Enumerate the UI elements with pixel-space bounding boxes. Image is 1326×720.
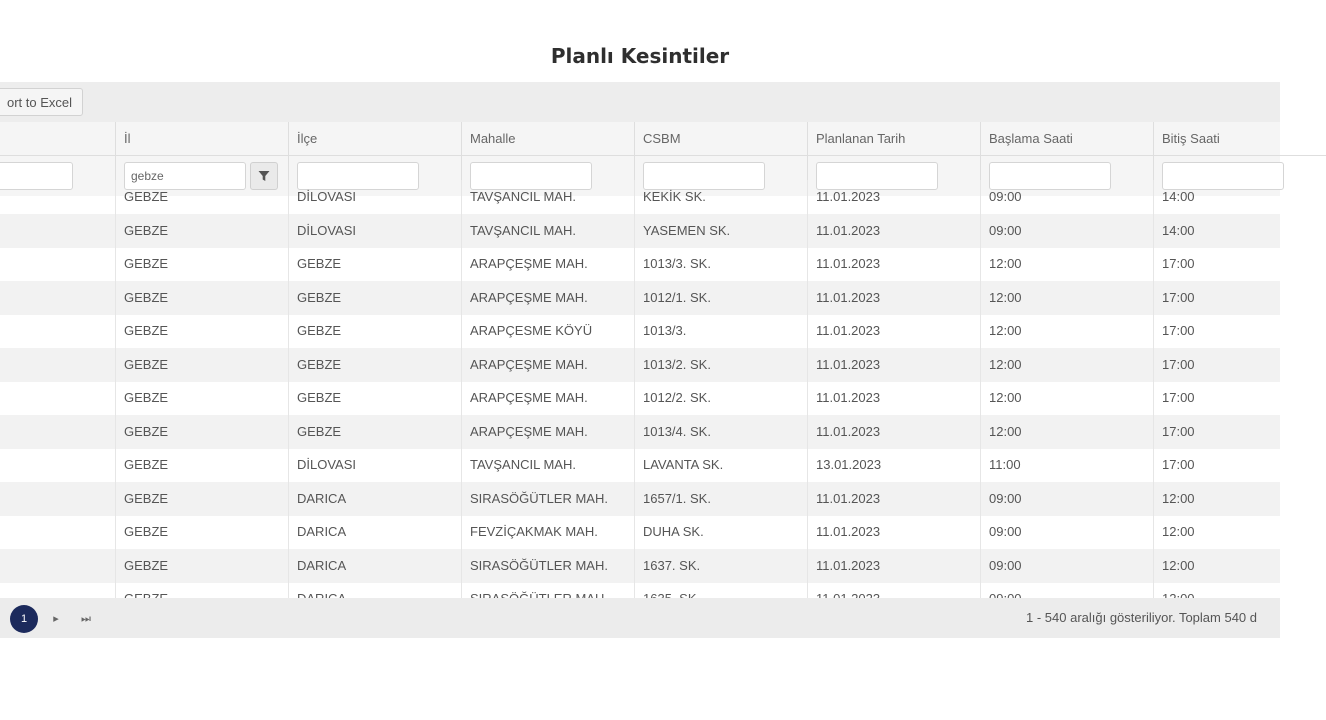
cell-il: GEBZE <box>115 314 288 348</box>
cell-csbm: 1013/4. SK. <box>634 415 807 449</box>
cell-il: GEBZE <box>115 549 288 583</box>
cell-baslama-saati: 09:00 <box>980 214 1153 248</box>
table-row[interactable] <box>0 180 1280 214</box>
cell-baslama-saati: 09:00 <box>980 180 1153 214</box>
cell-planlanan-tarih: 11.01.2023 <box>807 381 980 415</box>
cell-planlanan-tarih: 11.01.2023 <box>807 348 980 382</box>
column-header-csbm[interactable]: CSBM <box>634 122 807 156</box>
cell-baslama-saati: 12:00 <box>980 281 1153 315</box>
cell-baslama-saati: 11:00 <box>980 448 1153 482</box>
cell-a <box>0 314 115 348</box>
cell-a <box>0 415 115 449</box>
page-button-1[interactable]: 1 <box>10 605 38 633</box>
cell-csbm: 1013/3. <box>634 314 807 348</box>
next-page-icon[interactable]: ▸ <box>53 613 59 625</box>
data-grid <box>0 82 1280 638</box>
export-to-excel-button[interactable]: ort to Excel <box>0 88 83 116</box>
cell-planlanan-tarih: 11.01.2023 <box>807 180 980 214</box>
cell-il: GEBZE <box>115 348 288 382</box>
cell-csbm: 1012/1. SK. <box>634 281 807 315</box>
table-row[interactable] <box>0 515 1280 549</box>
table-row[interactable] <box>0 448 1280 482</box>
table-row[interactable] <box>0 281 1280 315</box>
cell-ilce: GEBZE <box>288 247 461 281</box>
grid-toolbar <box>0 82 1280 122</box>
cell-mahalle: ARAPÇEŞME MAH. <box>461 281 634 315</box>
cell-ilce: GEBZE <box>288 281 461 315</box>
cell-il: GEBZE <box>115 247 288 281</box>
pager-info: 1 - 540 aralığı gösteriliyor. Toplam 540 d <box>1026 610 1258 625</box>
cell-il: GEBZE <box>115 482 288 516</box>
cell-baslama-saati: 12:00 <box>980 415 1153 449</box>
cell-bitis-saati: 17:00 <box>1153 281 1326 315</box>
cell-baslama-saati: 12:00 <box>980 348 1153 382</box>
cell-baslama-saati: 12:00 <box>980 247 1153 281</box>
cell-mahalle: TAVŞANCIL MAH. <box>461 214 634 248</box>
cell-baslama-saati: 09:00 <box>980 515 1153 549</box>
cell-bitis-saati: 14:00 <box>1153 214 1326 248</box>
cell-bitis-saati: 17:00 <box>1153 415 1326 449</box>
cell-csbm: DUHA SK. <box>634 515 807 549</box>
cell-bitis-saati: 17:00 <box>1153 247 1326 281</box>
cell-planlanan-tarih: 11.01.2023 <box>807 482 980 516</box>
cell-csbm: 1013/3. SK. <box>634 247 807 281</box>
cell-planlanan-tarih: 11.01.2023 <box>807 247 980 281</box>
cell-bitis-saati: 17:00 <box>1153 448 1326 482</box>
cell-csbm: LAVANTA SK. <box>634 448 807 482</box>
column-header-planlanan-tarih[interactable]: Planlanan Tarih <box>807 122 980 156</box>
column-header-bitis-saati[interactable]: Bitiş Saati <box>1153 122 1326 156</box>
cell-mahalle: FEVZİÇAKMAK MAH. <box>461 515 634 549</box>
cell-il: GEBZE <box>115 515 288 549</box>
cell-mahalle: SIRASÖĞÜTLER MAH. <box>461 549 634 583</box>
column-header-il[interactable]: İl <box>115 122 288 156</box>
cell-csbm: 1657/1. SK. <box>634 482 807 516</box>
cell-a <box>0 214 115 248</box>
table-row[interactable] <box>0 314 1280 348</box>
cell-bitis-saati: 12:00 <box>1153 549 1326 583</box>
cell-ilce: DİLOVASI <box>288 180 461 214</box>
cell-bitis-saati: 14:00 <box>1153 180 1326 214</box>
cell-il: GEBZE <box>115 281 288 315</box>
column-header-a[interactable] <box>0 122 115 156</box>
cell-a <box>0 247 115 281</box>
cell-planlanan-tarih: 11.01.2023 <box>807 549 980 583</box>
cell-csbm: 1013/2. SK. <box>634 348 807 382</box>
cell-ilce: GEBZE <box>288 381 461 415</box>
cell-ilce: DİLOVASI <box>288 448 461 482</box>
cell-a <box>0 348 115 382</box>
cell-ilce: GEBZE <box>288 415 461 449</box>
cell-bitis-saati: 12:00 <box>1153 515 1326 549</box>
cell-a <box>0 515 115 549</box>
cell-a <box>0 482 115 516</box>
cell-il: GEBZE <box>115 180 288 214</box>
cell-bitis-saati: 12:00 <box>1153 482 1326 516</box>
cell-il: GEBZE <box>115 448 288 482</box>
last-page-icon[interactable]: ⏭ <box>81 613 91 625</box>
table-row[interactable] <box>0 381 1280 415</box>
cell-a <box>0 180 115 214</box>
cell-baslama-saati: 09:00 <box>980 549 1153 583</box>
cell-bitis-saati: 17:00 <box>1153 348 1326 382</box>
cell-ilce: DARICA <box>288 515 461 549</box>
cell-a <box>0 448 115 482</box>
cell-mahalle: TAVŞANCIL MAH. <box>461 448 634 482</box>
column-header-ilce[interactable]: İlçe <box>288 122 461 156</box>
cell-mahalle: SIRASÖĞÜTLER MAH. <box>461 482 634 516</box>
cell-csbm: 1012/2. SK. <box>634 381 807 415</box>
cell-planlanan-tarih: 11.01.2023 <box>807 415 980 449</box>
cell-ilce: GEBZE <box>288 348 461 382</box>
cell-ilce: DİLOVASI <box>288 214 461 248</box>
cell-ilce: DARICA <box>288 549 461 583</box>
table-row[interactable] <box>0 247 1280 281</box>
cell-mahalle: ARAPÇESME KÖYÜ <box>461 314 634 348</box>
cell-ilce: GEBZE <box>288 314 461 348</box>
cell-mahalle: ARAPÇEŞME MAH. <box>461 247 634 281</box>
table-row[interactable] <box>0 415 1280 449</box>
cell-planlanan-tarih: 11.01.2023 <box>807 314 980 348</box>
column-header-baslama-saati[interactable]: Başlama Saati <box>980 122 1153 156</box>
table-row[interactable] <box>0 348 1280 382</box>
cell-il: GEBZE <box>115 214 288 248</box>
cell-bitis-saati: 17:00 <box>1153 314 1326 348</box>
cell-mahalle: ARAPÇEŞME MAH. <box>461 415 634 449</box>
cell-csbm: KEKİK SK. <box>634 180 807 214</box>
cell-a <box>0 281 115 315</box>
cell-il: GEBZE <box>115 415 288 449</box>
cell-baslama-saati: 12:00 <box>980 314 1153 348</box>
column-header-mahalle[interactable]: Mahalle <box>461 122 634 156</box>
cell-mahalle: TAVŞANCIL MAH. <box>461 180 634 214</box>
table-row[interactable] <box>0 482 1280 516</box>
cell-baslama-saati: 09:00 <box>980 482 1153 516</box>
cell-planlanan-tarih: 11.01.2023 <box>807 281 980 315</box>
grid-pager <box>0 598 1280 638</box>
table-row[interactable] <box>0 214 1280 248</box>
grid-body <box>0 189 1280 598</box>
cell-baslama-saati: 12:00 <box>980 381 1153 415</box>
cell-planlanan-tarih: 11.01.2023 <box>807 214 980 248</box>
cell-planlanan-tarih: 11.01.2023 <box>807 515 980 549</box>
table-row[interactable] <box>0 549 1280 583</box>
cell-csbm: YASEMEN SK. <box>634 214 807 248</box>
cell-ilce: DARICA <box>288 482 461 516</box>
cell-planlanan-tarih: 13.01.2023 <box>807 448 980 482</box>
page-title: Planlı Kesintiler <box>550 44 730 68</box>
cell-mahalle: ARAPÇEŞME MAH. <box>461 348 634 382</box>
cell-a <box>0 381 115 415</box>
cell-il: GEBZE <box>115 381 288 415</box>
cell-csbm: 1637. SK. <box>634 549 807 583</box>
cell-a <box>0 549 115 583</box>
cell-mahalle: ARAPÇEŞME MAH. <box>461 381 634 415</box>
cell-bitis-saati: 17:00 <box>1153 381 1326 415</box>
